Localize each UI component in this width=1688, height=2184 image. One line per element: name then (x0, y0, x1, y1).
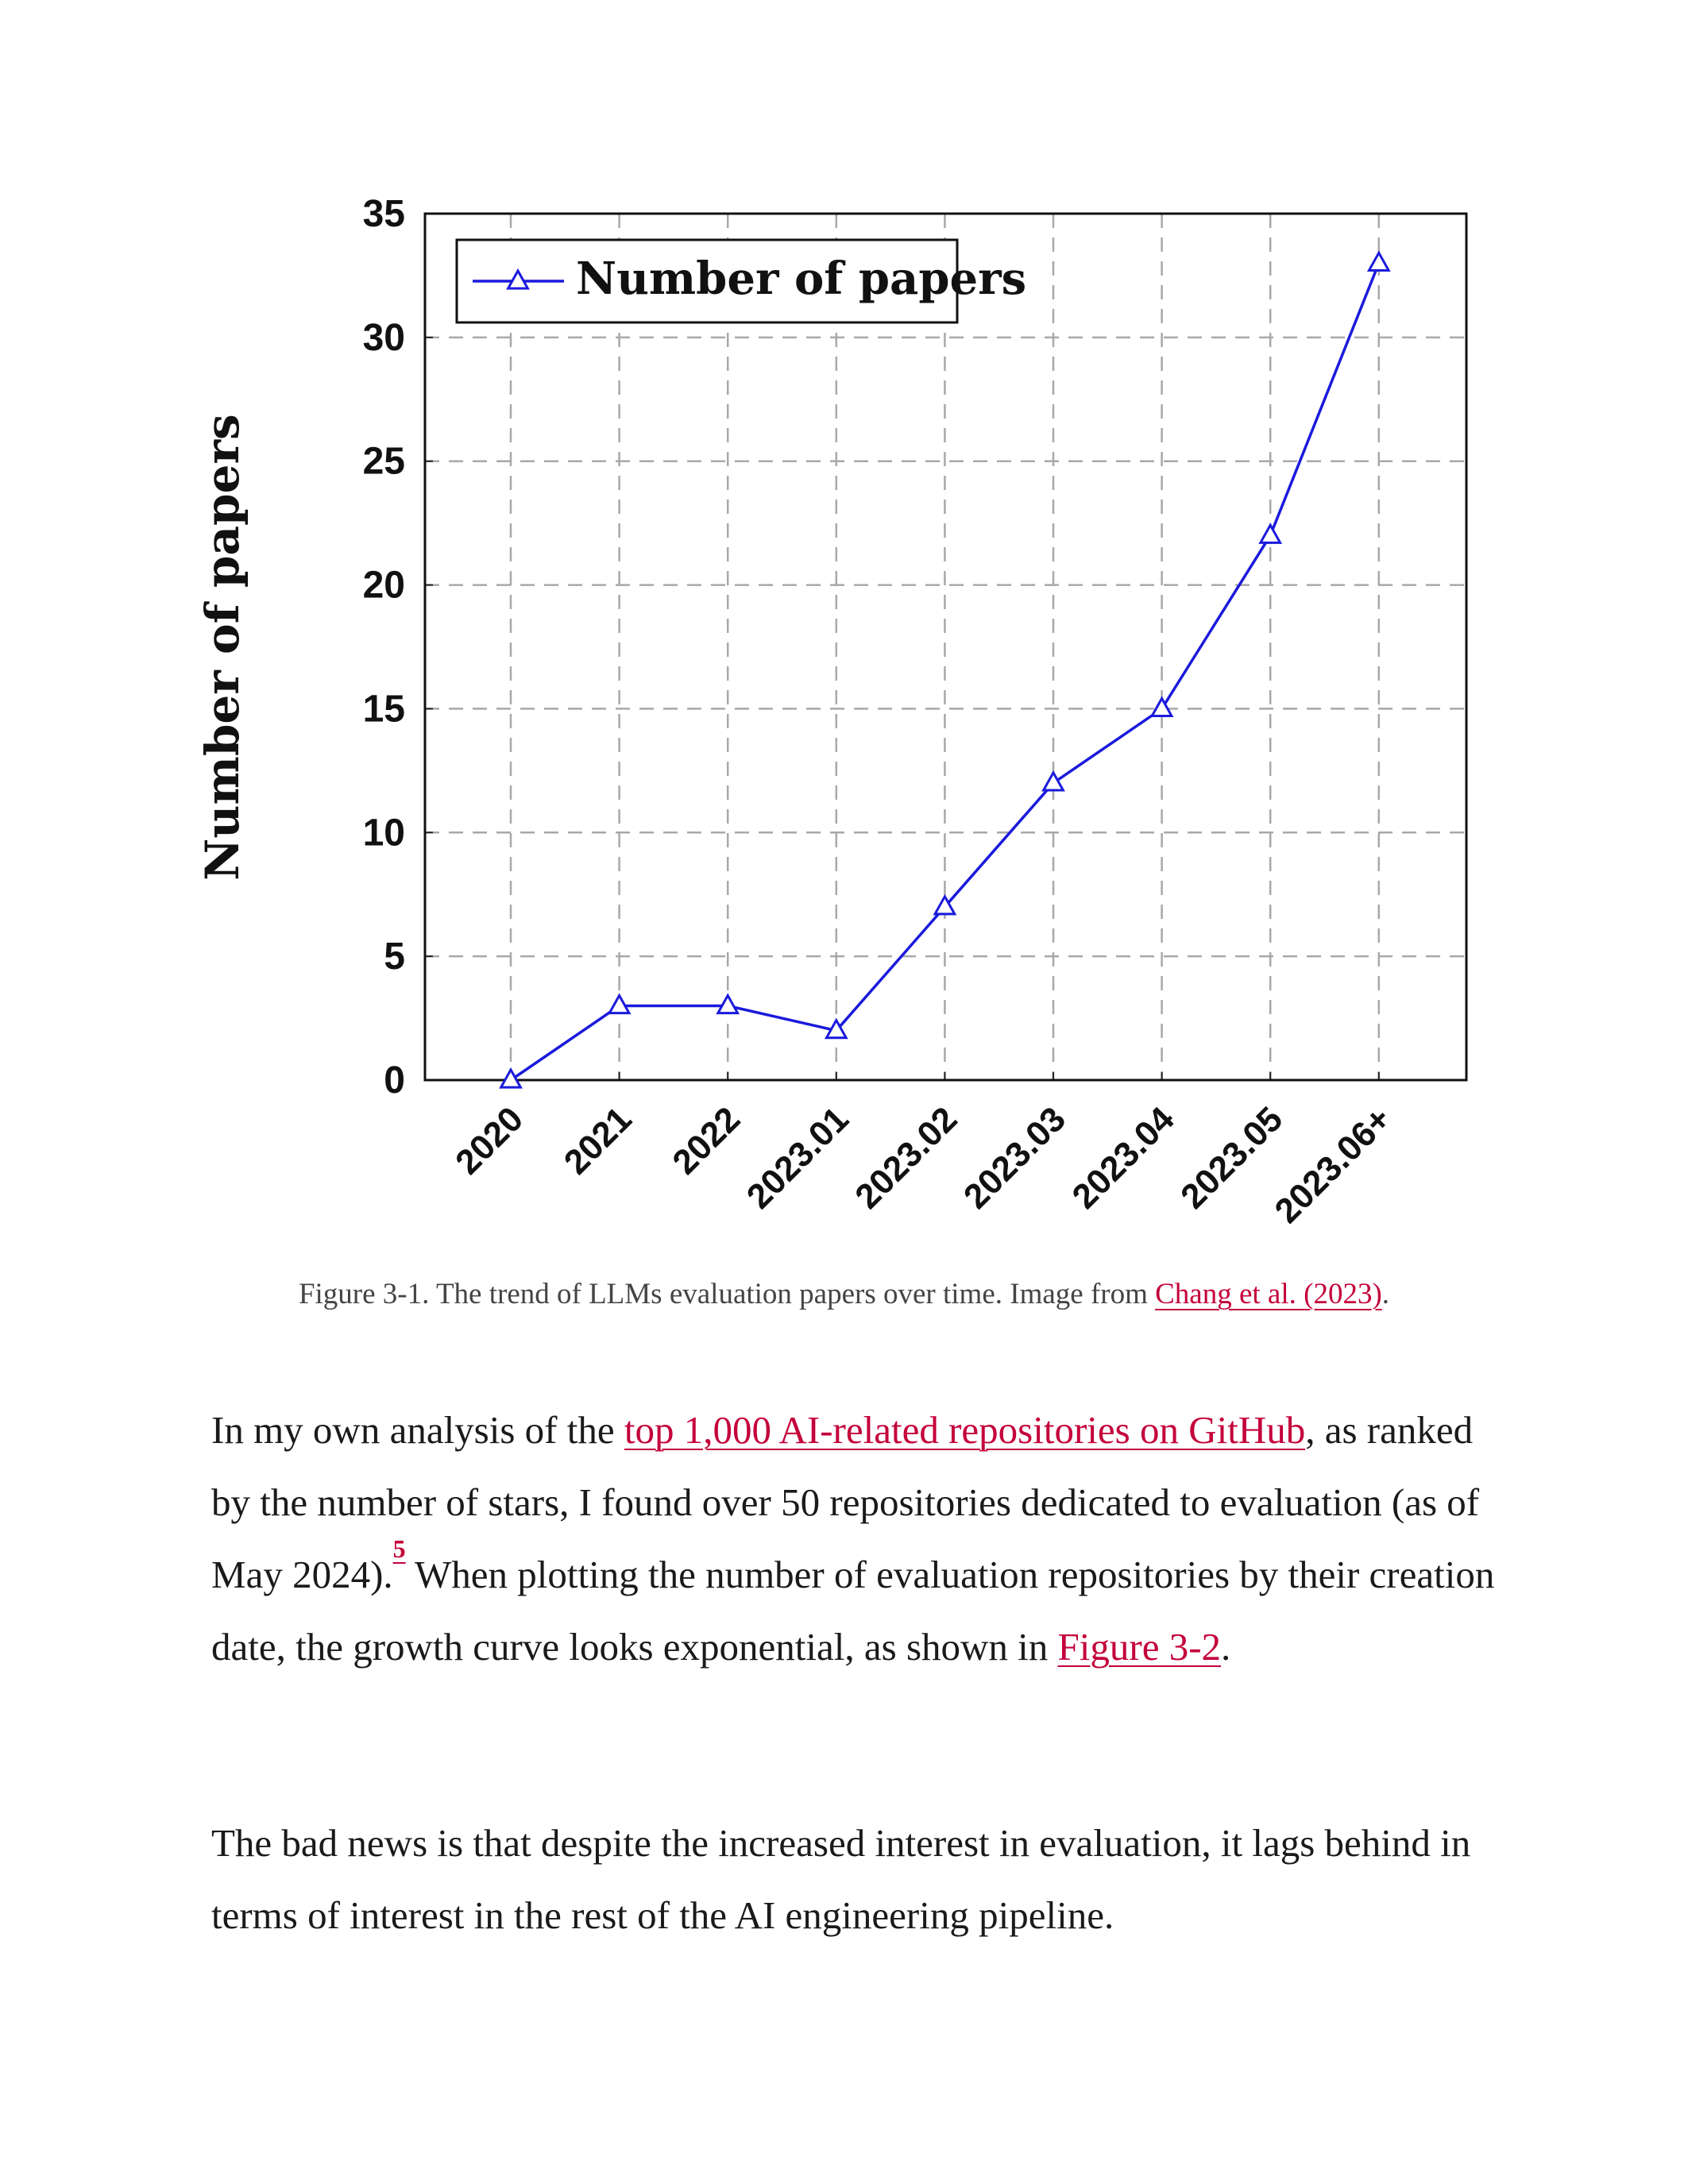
y-axis-label: Number of papers (195, 414, 249, 881)
data-point-2023-03 (1044, 773, 1064, 790)
x-tick-label-5: 2023.02 (848, 1099, 965, 1217)
y-tick-label-35: 35 (362, 193, 405, 235)
x-tick-label-6: 2023.03 (956, 1099, 1074, 1217)
caption-link[interactable]: Chang et al. (2023) (1155, 1278, 1382, 1310)
figure-3-2-link[interactable]: Figure 3-2 (1057, 1625, 1222, 1669)
x-tick-label-7: 2023.04 (1064, 1099, 1182, 1217)
paragraph-1-text-d: . (1221, 1625, 1231, 1669)
y-tick-label-15: 15 (362, 688, 405, 731)
paragraph-1-text-c: When plotting the number of evaluation repositories by their creation date, the growth curve looks exponential, as shown in (211, 1553, 1495, 1669)
x-tick-label-1: 2020 (448, 1099, 531, 1183)
x-tick-label-9: 2023.06+ (1267, 1099, 1399, 1231)
data-point-2022 (718, 995, 738, 1013)
data-point-2023-04 (1152, 698, 1172, 716)
y-tick-label-0: 0 (384, 1059, 405, 1102)
y-tick-label-30: 30 (362, 316, 405, 359)
data-point-2020 (501, 1070, 521, 1087)
data-point-2021 (609, 995, 629, 1013)
footnote-5-link[interactable]: 5 (392, 1534, 406, 1563)
caption-prefix: Figure 3-1. The trend of LLMs evaluation papers over time. Image from (298, 1278, 1156, 1310)
y-tick-label-20: 20 (362, 564, 405, 607)
github-repositories-link[interactable]: top 1,000 AI-related repositories on GitHub (624, 1408, 1306, 1452)
figure-caption (0, 1277, 1688, 1311)
x-tick-label-3: 2022 (665, 1099, 748, 1183)
paragraph-1-text-b: , as ranked by the number of stars, I found over 50 repositories dedicated to evaluation (as of May 2024). (211, 1408, 1480, 1596)
x-tick-label-8: 2023.05 (1173, 1099, 1291, 1217)
y-tick-label-10: 10 (362, 812, 405, 855)
data-point-2023-05 (1261, 525, 1280, 542)
y-tick-label-25: 25 (362, 440, 405, 483)
paragraph-1-text-a: In my own analysis of the (211, 1408, 624, 1452)
caption-suffix: . (1381, 1278, 1390, 1310)
data-point-2023-06- (1369, 253, 1389, 270)
paragraph-1 (211, 1394, 1498, 1683)
legend-label: Number of papers (576, 253, 1027, 305)
y-tick-label-5: 5 (384, 936, 405, 978)
x-tick-label-2: 2021 (556, 1099, 639, 1183)
paragraph-2 (211, 1807, 1498, 1951)
x-tick-label-4: 2023.01 (739, 1099, 856, 1217)
paragraph-2-text: The bad news is that despite the increased interest in evaluation, it lags behind in terms of interest in the rest of the AI engineering pipeline. (211, 1821, 1471, 1937)
